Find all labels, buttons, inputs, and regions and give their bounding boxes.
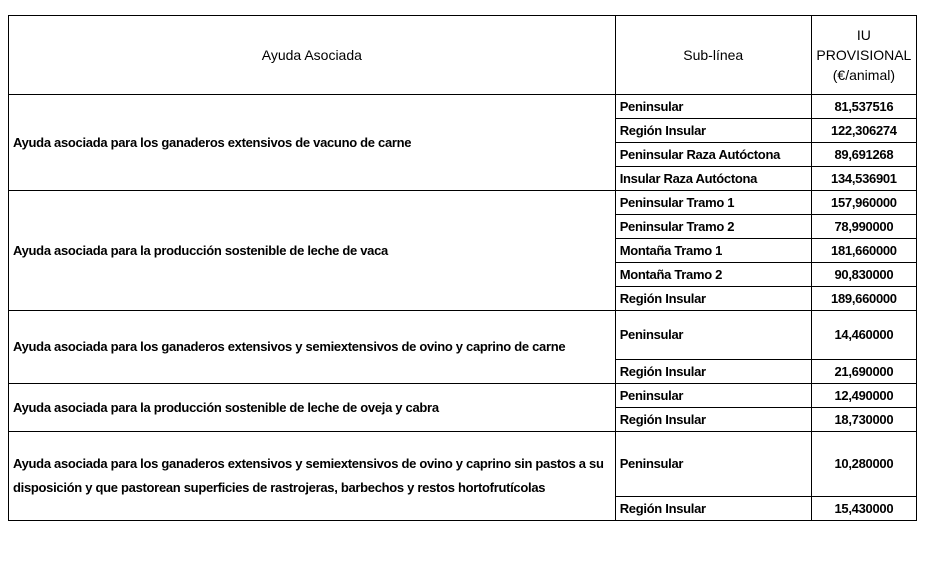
subline-cell: Peninsular — [615, 432, 811, 497]
subline-cell: Montaña Tramo 2 — [615, 263, 811, 287]
subline-cell: Región Insular — [615, 287, 811, 311]
value-cell: 122,306274 — [811, 119, 916, 143]
aid-cell: Ayuda asociada para la producción sostenible de leche de oveja y cabra — [9, 384, 616, 432]
subline-cell: Región Insular — [615, 360, 811, 384]
subline-cell: Insular Raza Autóctona — [615, 167, 811, 191]
aid-cell: Ayuda asociada para los ganaderos extensivos y semiextensivos de ovino y caprino de carne — [9, 311, 616, 384]
aid-cell: Ayuda asociada para los ganaderos extensivos y semiextensivos de ovino y caprino sin pastos a su disposición y que pastorean superficies de rastrojeras, barbechos y restos hortofrutícolas — [9, 432, 616, 521]
value-cell: 157,960000 — [811, 191, 916, 215]
subline-cell: Peninsular Raza Autóctona — [615, 143, 811, 167]
table-row — [9, 384, 917, 408]
table-row — [9, 311, 917, 360]
value-cell: 134,536901 — [811, 167, 916, 191]
value-cell: 189,660000 — [811, 287, 916, 311]
subline-cell: Región Insular — [615, 408, 811, 432]
value-cell: 89,691268 — [811, 143, 916, 167]
value-cell: 81,537516 — [811, 95, 916, 119]
value-cell: 21,690000 — [811, 360, 916, 384]
table-row — [9, 432, 917, 497]
header-subline: Sub-línea — [615, 16, 811, 95]
subline-cell: Peninsular Tramo 2 — [615, 215, 811, 239]
value-cell: 78,990000 — [811, 215, 916, 239]
header-iu-line3: (€/animal) — [832, 67, 896, 83]
value-cell: 90,830000 — [811, 263, 916, 287]
value-cell: 18,730000 — [811, 408, 916, 432]
value-cell: 10,280000 — [811, 432, 916, 497]
header-iu-line1: IU — [856, 27, 871, 43]
aid-table-container — [8, 15, 917, 521]
header-aid: Ayuda Asociada — [9, 16, 616, 95]
subline-cell: Montaña Tramo 1 — [615, 239, 811, 263]
subline-cell: Peninsular Tramo 1 — [615, 191, 811, 215]
subline-cell: Región Insular — [615, 497, 811, 521]
subline-cell: Región Insular — [615, 119, 811, 143]
subline-cell: Peninsular — [615, 384, 811, 408]
aid-cell: Ayuda asociada para los ganaderos extensivos de vacuno de carne — [9, 95, 616, 191]
table-row — [9, 191, 917, 215]
value-cell: 12,490000 — [811, 384, 916, 408]
value-cell: 15,430000 — [811, 497, 916, 521]
aid-cell: Ayuda asociada para la producción sostenible de leche de vaca — [9, 191, 616, 311]
aid-table — [8, 15, 917, 521]
header-iu-provisional — [811, 16, 916, 95]
table-header-row — [9, 16, 917, 95]
value-cell: 14,460000 — [811, 311, 916, 360]
subline-cell: Peninsular — [615, 311, 811, 360]
table-row — [9, 95, 917, 119]
value-cell: 181,660000 — [811, 239, 916, 263]
header-iu-line2: PROVISIONAL — [816, 47, 912, 63]
subline-cell: Peninsular — [615, 95, 811, 119]
